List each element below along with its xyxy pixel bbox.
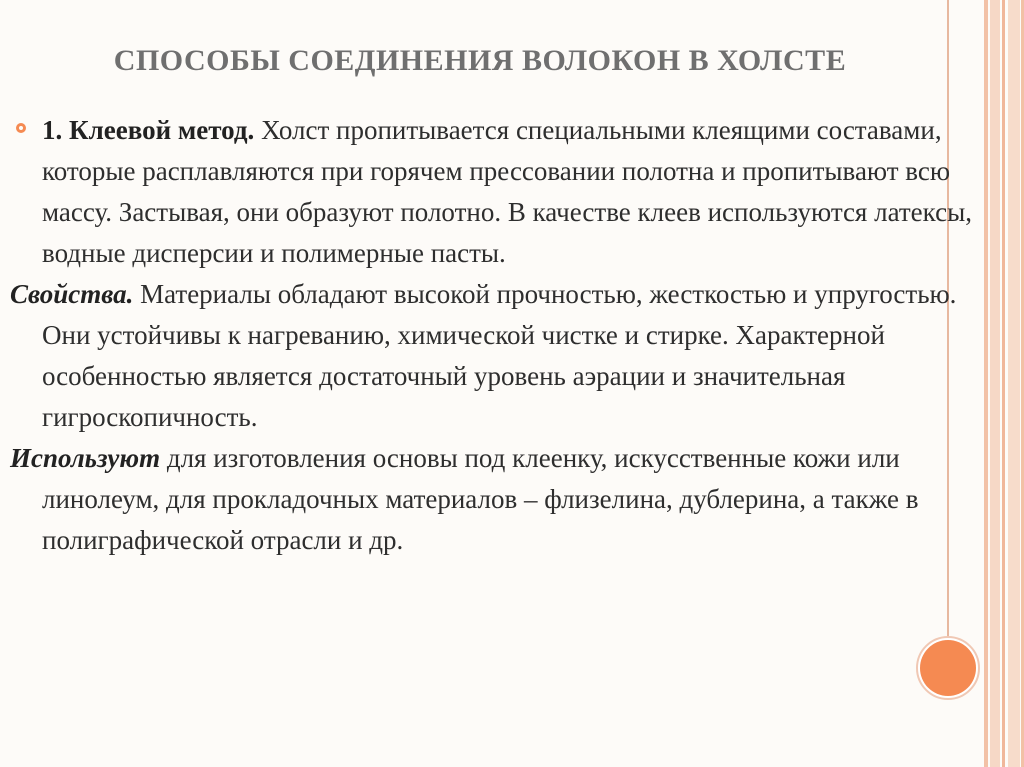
slide-title: СПОСОБЫ СОЕДИНЕНИЯ ВОЛОКОН В ХОЛСТЕ <box>113 44 847 77</box>
stripe <box>984 0 988 767</box>
stripe <box>990 0 1000 767</box>
properties-label: Свойства. <box>10 279 134 309</box>
decorative-stripes <box>984 0 1024 767</box>
usage-paragraph <box>10 438 980 561</box>
usage-text: для изготовления основы под клеенку, искусственные кожи или линолеум, для прокладочных материалов – флизелина, дублерина, а также в полиграфической отрасли и др. <box>42 443 919 555</box>
ring-bullet-icon <box>16 123 26 133</box>
method-heading: 1. Клеевой метод. <box>42 115 255 145</box>
stripe <box>1008 0 1020 767</box>
usage-label: Используют <box>10 443 161 473</box>
properties-text: Материалы обладают высокой прочностью, жесткостью и упругостью. Они устойчивы к нагреванию, химической чистке и стирке. Характерной особенностью является достаточный уровень аэрации и значительная гигроскопичность. <box>42 279 957 432</box>
method-text: Холст пропитывается специальными клеящими составами, которые расплавляются при горячем прессовании полотна и пропитывают всю массу. Застывая, они образуют полотно. В качестве клеев используются латексы, водные дисперсии и полимерные пасты. <box>42 115 972 268</box>
orange-circle-icon <box>920 640 976 696</box>
method-paragraph <box>10 110 980 274</box>
slide-content <box>10 110 980 561</box>
stripe <box>1002 0 1005 767</box>
properties-paragraph <box>10 274 980 438</box>
